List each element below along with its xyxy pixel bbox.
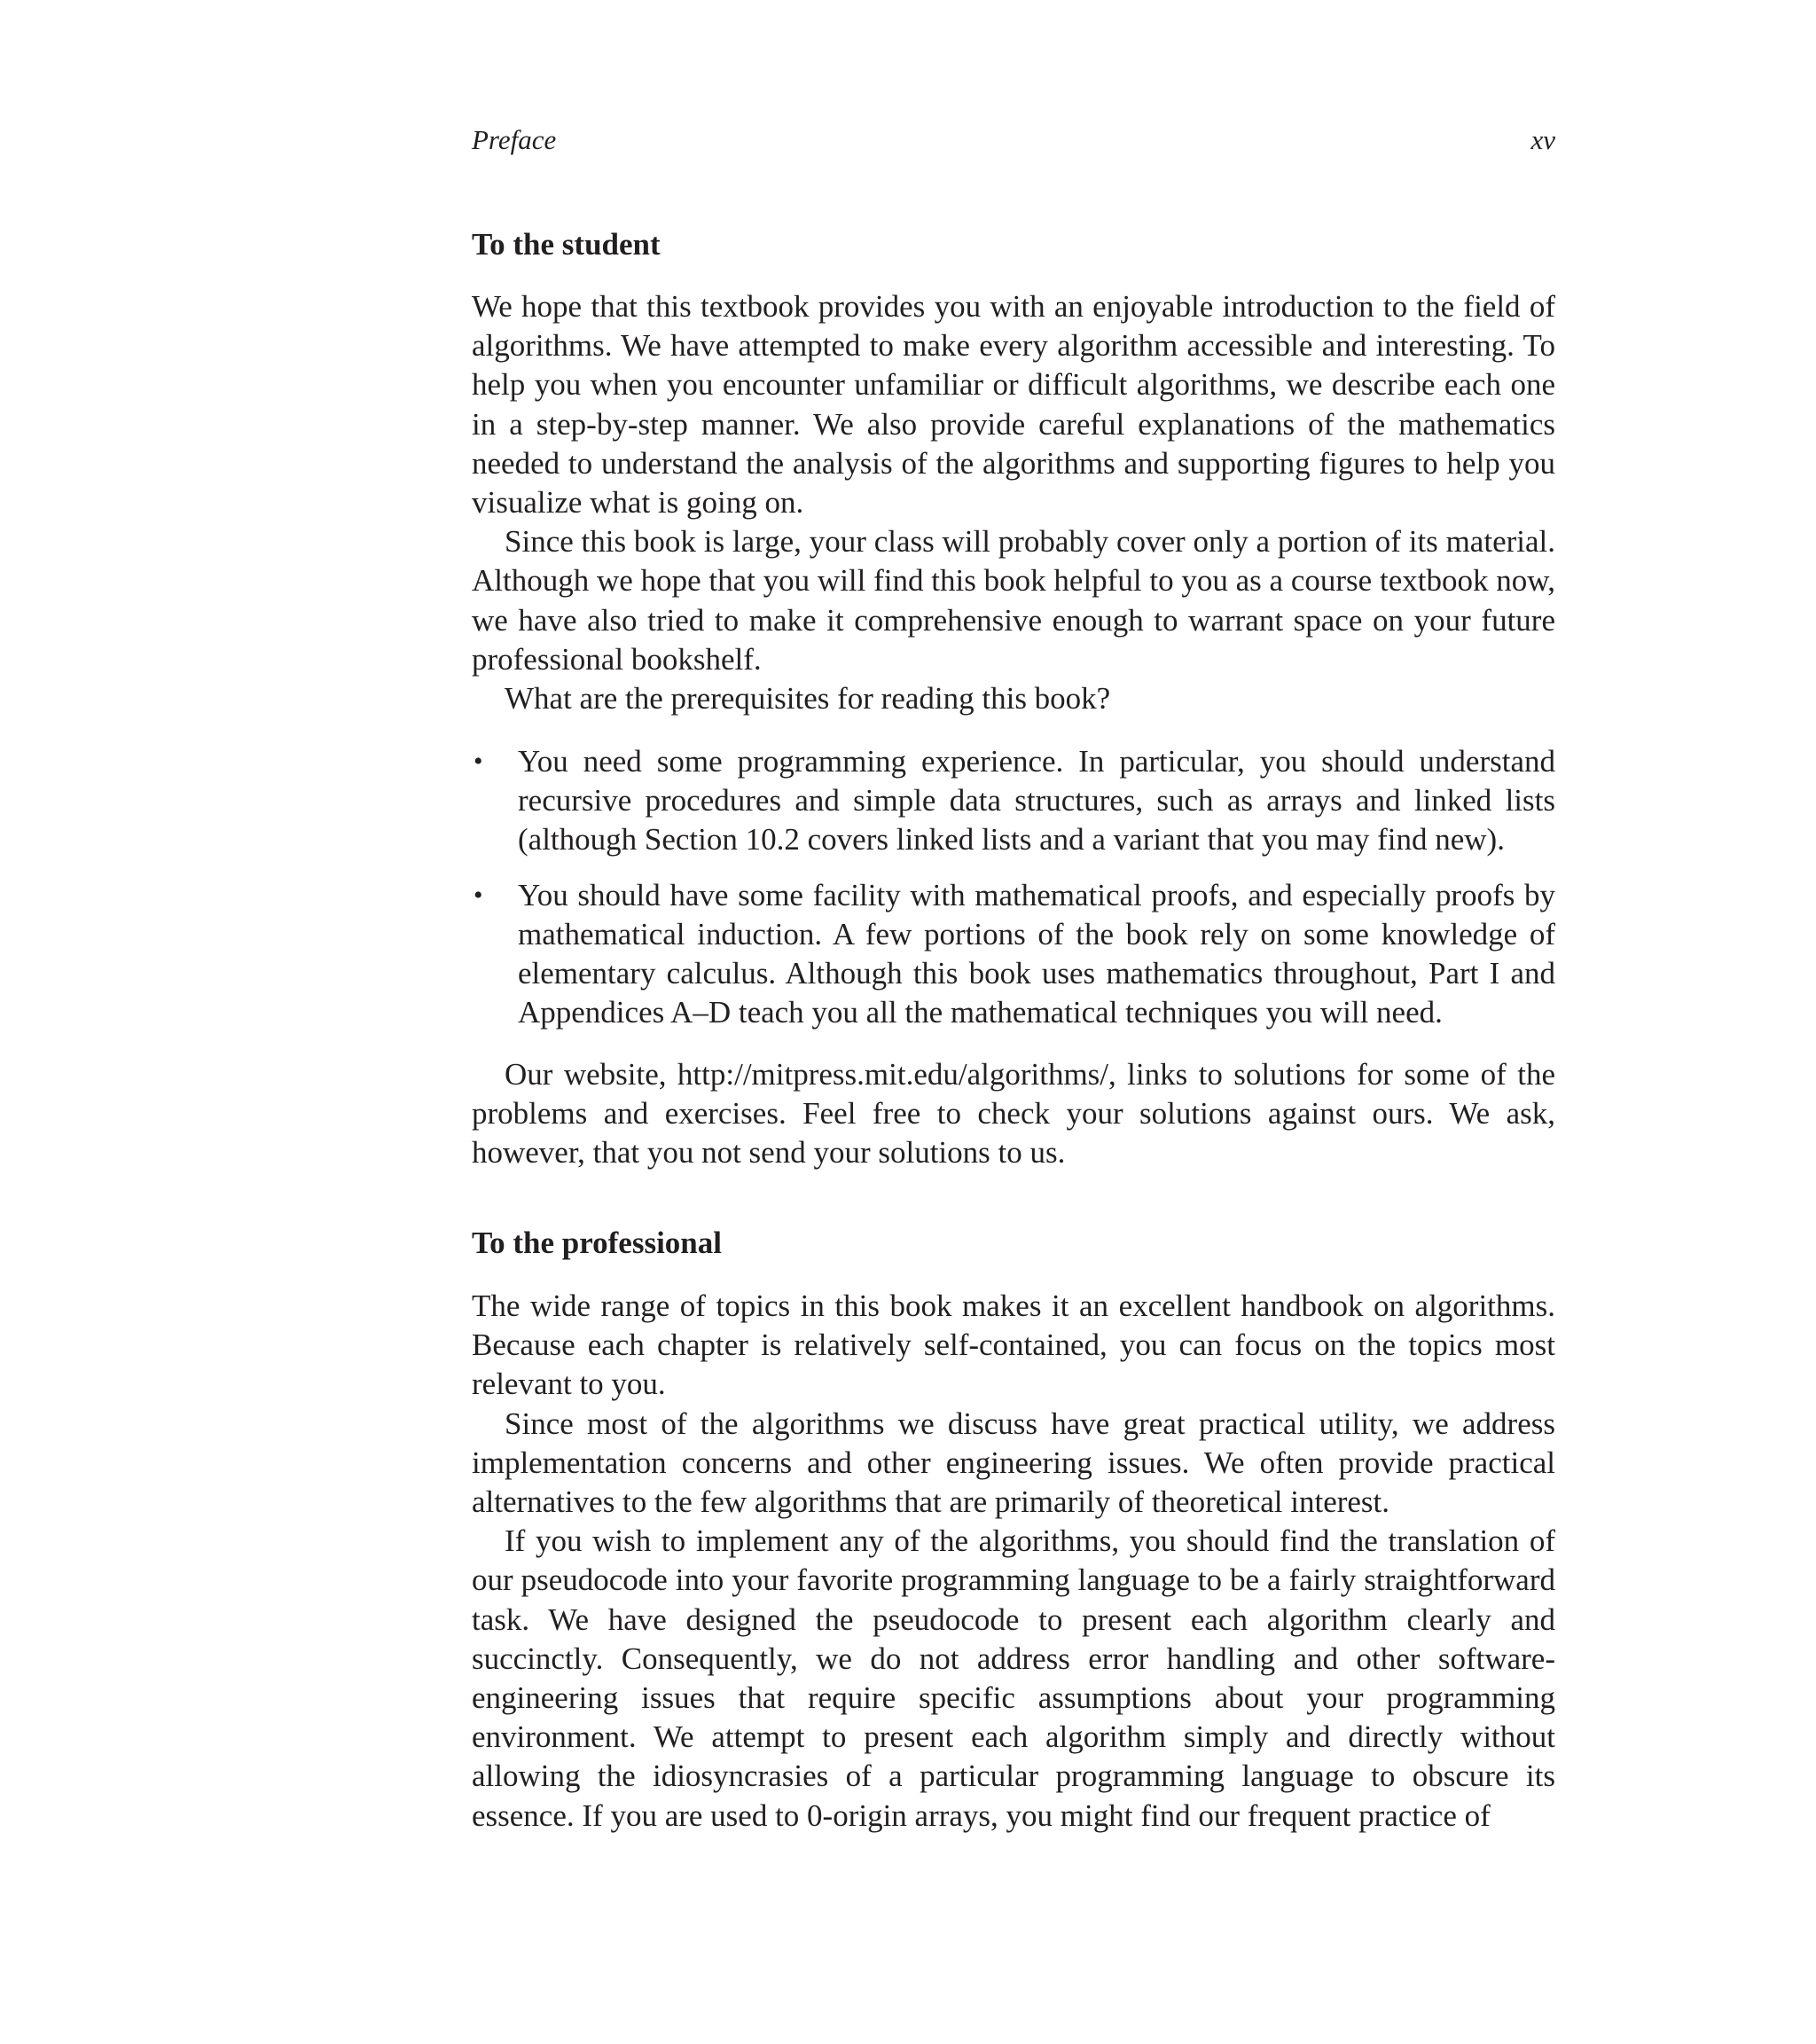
paragraph: We hope that this textbook provides you with an enjoyable introduction to the field of algorithms. We have attempted to make every algorithm accessible and interesting. To help you when you encounter unfamiliar or difficult algorithms, we describe each one in a step-by-step manner. We also provide careful explanations of the mathematics needed to understand the analysis of the algorithms and supporting figures to help you visualize what is going on.	[472, 289, 1555, 521]
bullet-icon: •	[474, 747, 483, 776]
section-heading-student: To the student	[472, 227, 661, 262]
running-head	[472, 124, 1555, 160]
prerequisites-list	[472, 742, 1555, 1048]
website-paragraph: Our website, http://mitpress.mit.edu/algorithms/, links to solutions for some of the problems and exercises. Feel free to check your solutions against ours. We ask, however, that you not send your solutions to us.	[472, 1057, 1555, 1171]
paragraph: Since this book is large, your class will probably cover only a portion of its material. Although we hope that you will find this book helpful to you as a course textbook now, we have also tried to make it comprehensive enough to warrant space on your future professional bookshelf.	[472, 524, 1555, 677]
paragraph: If you wish to implement any of the algorithms, you should find the translation of our pseudocode into your favorite programming language to be a fairly straightforward task. We have designed the pseudocode to present each algorithm clearly and succinctly. Consequently, we do not address error handling and other software-engineering issues that require specific assumptions about your programming environment. We attempt to present each algorithm simply and directly without allowing the idiosyncrasies of a particular programming language to obscure its essence. If you are used to 0-origin arrays, you might find our frequent practice of	[472, 1523, 1555, 1833]
website-block	[472, 1055, 1555, 1173]
paragraph: Since most of the algorithms we discuss have great practical utility, we address implementation concerns and other engineering issues. We often provide practical alternatives to the few algorithms that are primarily of theoretical interest.	[472, 1406, 1555, 1520]
list-item	[472, 876, 1555, 1033]
professional-body	[472, 1287, 1555, 1836]
bullet-icon: •	[474, 880, 483, 910]
paragraph: The wide range of topics in this book makes it an excellent handbook on algorithms. Because each chapter is relatively self-contained, you can focus on the topics most relevant to you.	[472, 1288, 1555, 1402]
list-item-text: You should have some facility with mathematical proofs, and especially proofs by mathematical induction. A few portions of the book rely on some knowledge of elementary calculus. Although this book uses mathematics throughout, Part I and Appendices A–D teach you all the mathematical techniques you will need.	[518, 877, 1555, 1030]
running-head-section: Preface	[472, 124, 557, 155]
student-intro	[472, 287, 1555, 718]
section-heading-professional: To the professional	[472, 1226, 722, 1260]
list-item	[472, 742, 1555, 860]
page-number: xv	[1530, 124, 1555, 155]
list-item-text: You need some programming experience. In particular, you should understand recursive procedures and simple data structures, such as arrays and linked lists (although Section 10.2 covers linked lists and a variant that you may find new).	[518, 744, 1555, 858]
paragraph: What are the prerequisites for reading this book?	[505, 681, 1111, 717]
